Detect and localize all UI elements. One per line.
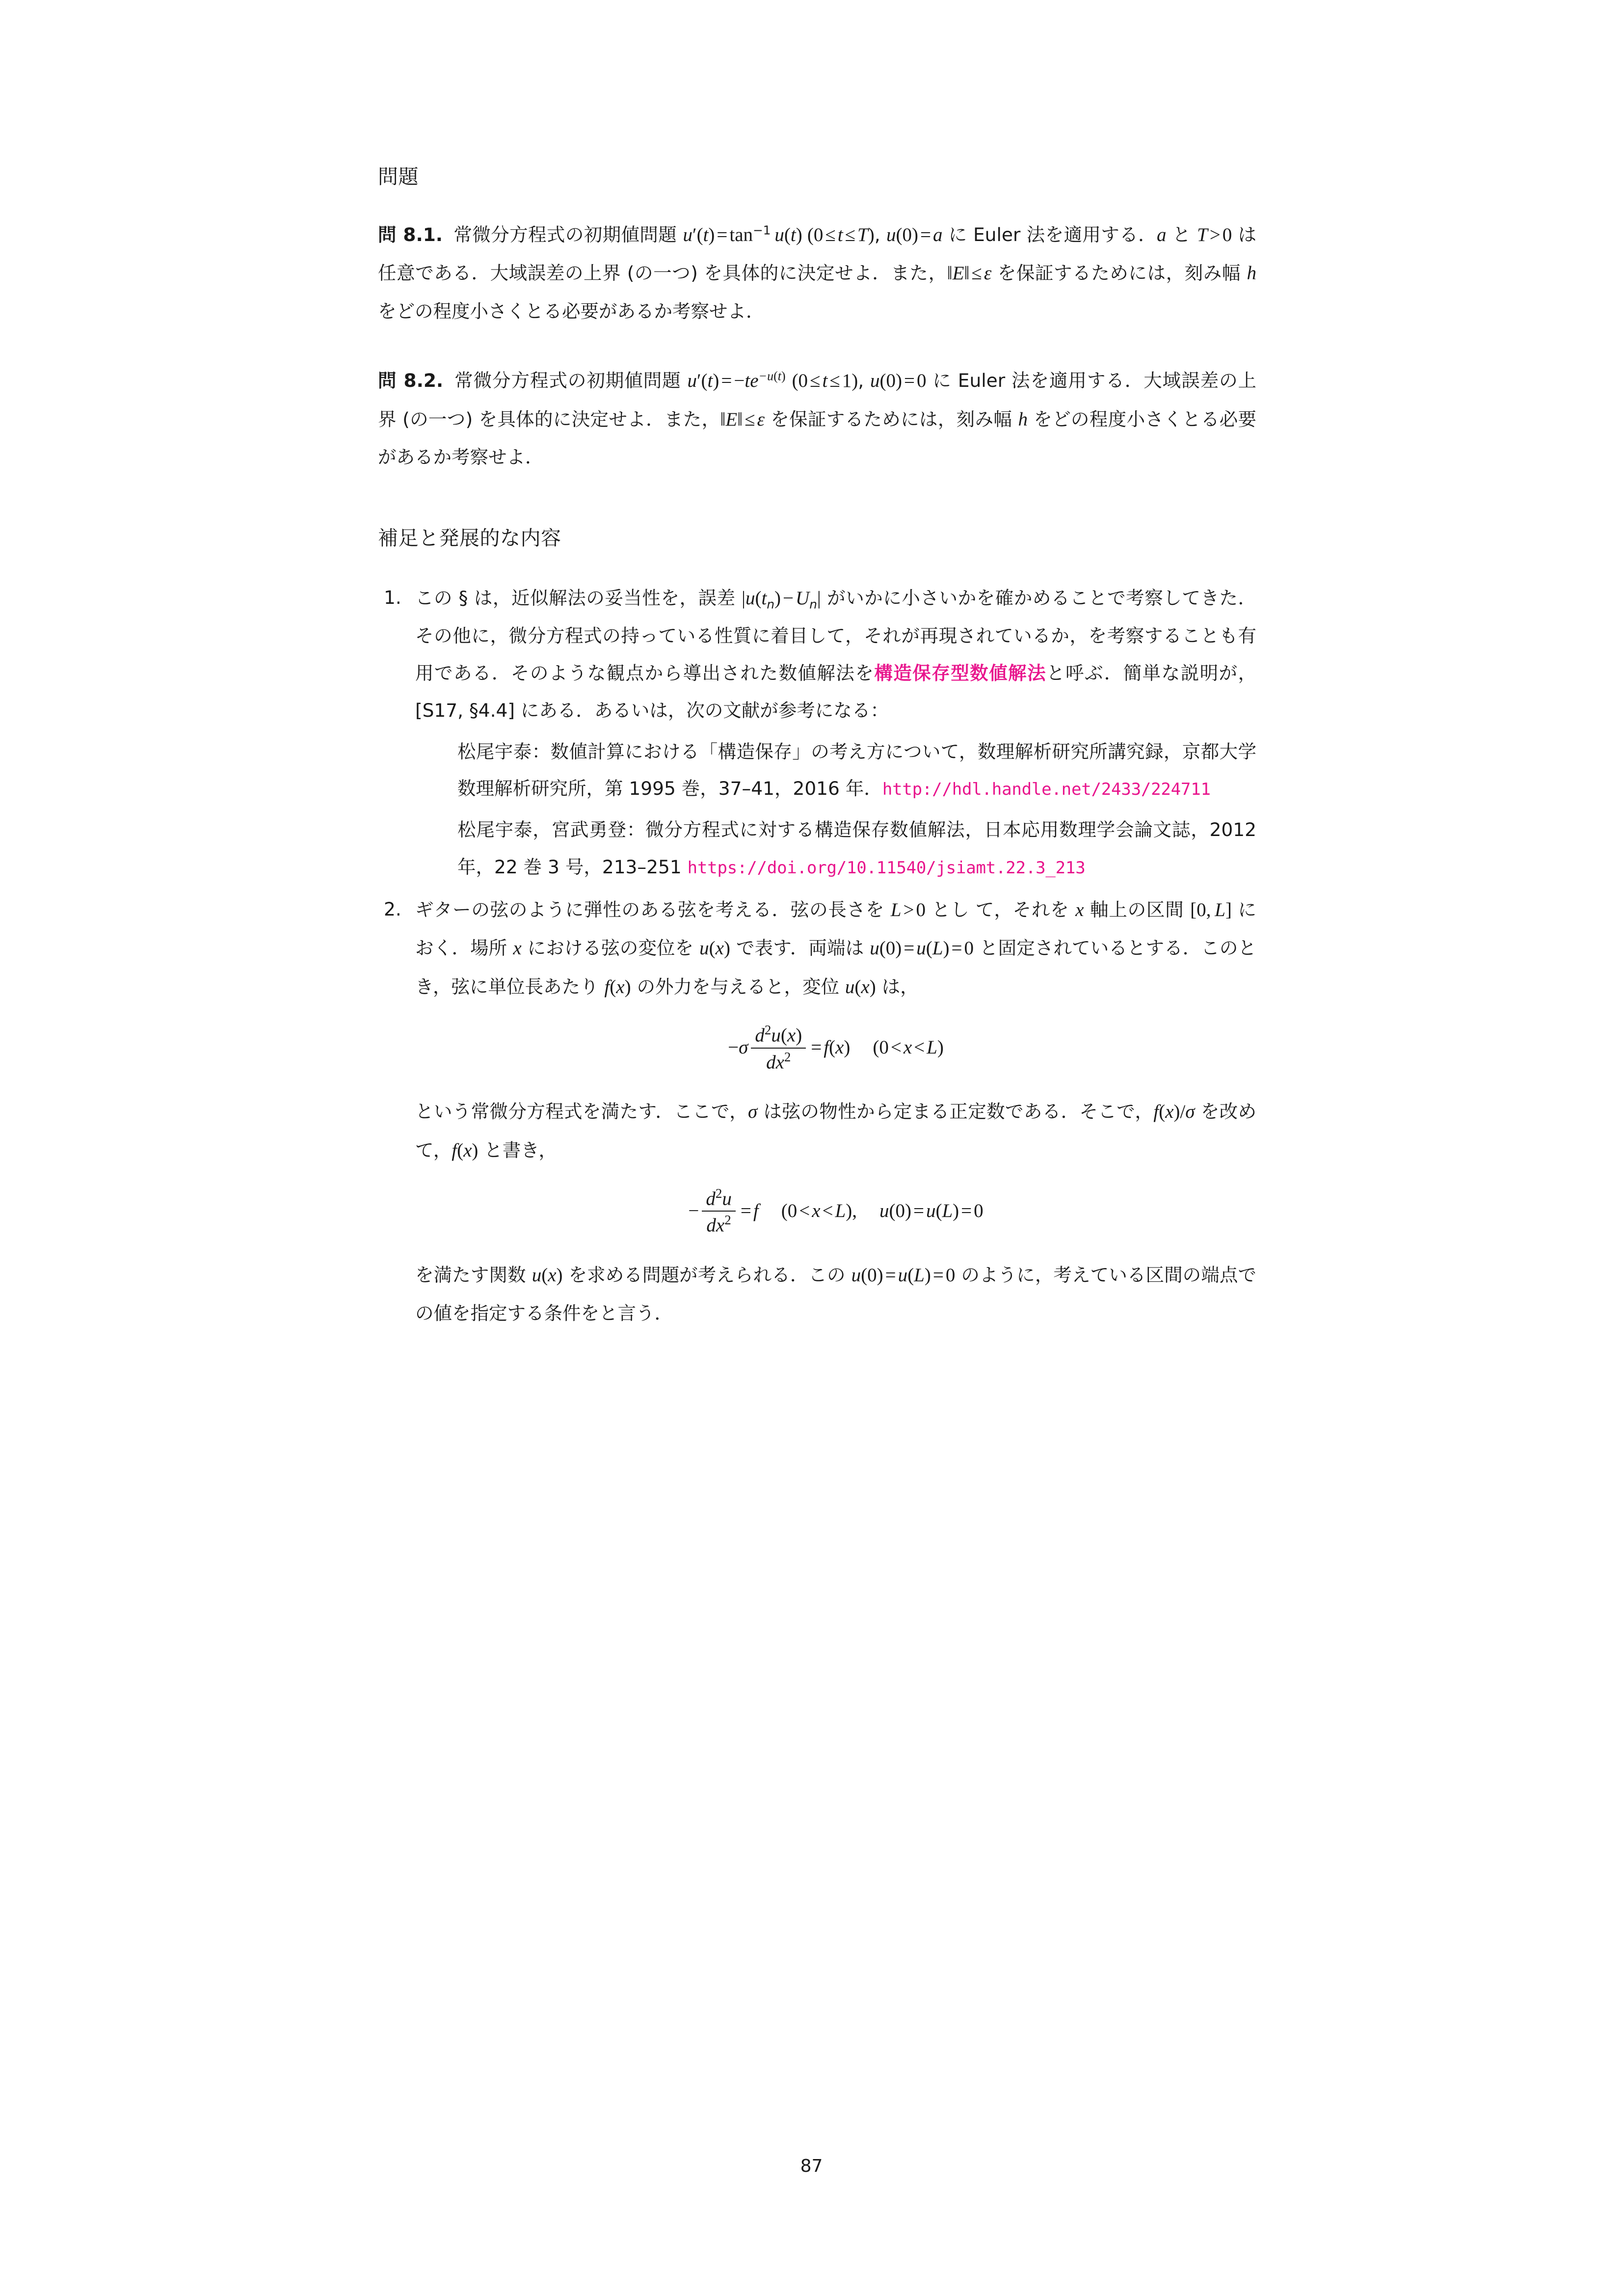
supplement-item-2-text-c: を満たす関数 u(x) を求める問題が考えられる．この u(0) = u(L) = 0 のように，考えている区間の端点での値を指定する条件をと言う． [415,1264,1257,1324]
problem-8-2-label: 問 8.2. [378,369,444,391]
supplement-item-1-text: この § は，近似解法の妥当性を，誤差 $|u(t_n) - U_n|$ がいかに小さいかを確かめることで考察してきた．その他に，微分方程式の持っている性質に着目して，それが再現されているか，を考察することも有用である．そのような観点から導出された数値解法を構造保存型数値解法と呼ぶ．簡単な説明が，[S17, §4.4] にある．あるいは，次の文献が参考になる： [415,587,1257,721]
reference-url-link[interactable]: https://doi.org/10.11540/jsiamt.22.3_213 [687,858,1086,878]
problem-8-1 [378,216,1256,330]
list-item-number-1: 1. [384,586,401,608]
reference-url-link[interactable]: http://hdl.handle.net/2433/224711 [882,780,1211,800]
list-item-number-2: 2. [384,898,401,920]
problem-8-1-text: 常微分方程式の初期値問題 $u'(t) = \tan^{-1} u(t) (0 \le t \le T)$, u(0) = a に Euler 法を適用する．a と T > 0 は任意である．大域誤差の上界 (の一つ) を具体的に決定せよ．また，‖E‖ ≤ ε を保証するためには，刻み幅 h をどの程度小さくとる必要があるか考察せよ． [378,223,1257,323]
supplement-item-2-text-a: ギターの弦のように弾性のある弦を考える．弦の長さを L > 0 とし て，それを x 軸上の区間 [0, L] におく．場所 x における弦の変位を u(x) で表す．両端は u(0) = u(L) = 0 と固定されているとする．このとき，弦に単位長あたり f(x) の外力を与えると，変位 u(x) は， [415,898,1257,998]
page-content [378,162,1256,1337]
section-heading-supplement: 補足と発展的な内容 [378,526,561,550]
display-equation-2: − $\frac{d^2u}{dx^2}$ = f (0 < x < L), u(0) = u(L) = 0 [688,1186,984,1237]
problem-8-1-label: 問 8.1. [378,223,443,245]
list-item [378,579,1256,886]
reference-item: 松尾宇泰：数値計算における「構造保存」の考え方について，数理解析研究所講究録，京都大学数理解析研究所，第 1995 巻，37–41，2016 年．http://hdl.handle.net/2433/224711 [457,740,1256,800]
supplement-item-2-text-b: という常微分方程式を満たす．ここで，σ は弦の物性から定まる正定数である．そこで，f(x)/σ を改めて，f(x) と書き， [415,1101,1257,1161]
reference-list [457,733,1256,886]
highlighted-term: 構造保存型数値解法 [874,662,1047,684]
page-number: 87 [800,2156,823,2176]
display-equation-1: −σ $\frac{d^2u(x)}{dx^2}$ = f(x) (0 < x < L) [728,1022,944,1073]
section-heading-problems: 問題 [378,165,419,189]
list-item [378,891,1256,1332]
reference-item: 松尾宇泰，宮武勇登：微分方程式に対する構造保存数値解法，日本応用数理学会論文誌，2012 年，22 巻 3 号，213–251 https://doi.org/10.11540/jsiamt.22.3_213 [457,819,1256,878]
problem-8-2 [378,362,1256,476]
problem-8-2-text: 常微分方程式の初期値問題 $u'(t) = -te^{-u(t)}$ (0 ≤ t ≤ 1), u(0) = 0 に Euler 法を適用する．大域誤差の上界 (の一つ) を具体的に決定せよ．また，‖E‖ ≤ ε を保証するためには，刻み幅 h をどの程度小さくとる必要があるか考察せよ． [378,369,1257,468]
supplement-list [378,579,1256,1332]
